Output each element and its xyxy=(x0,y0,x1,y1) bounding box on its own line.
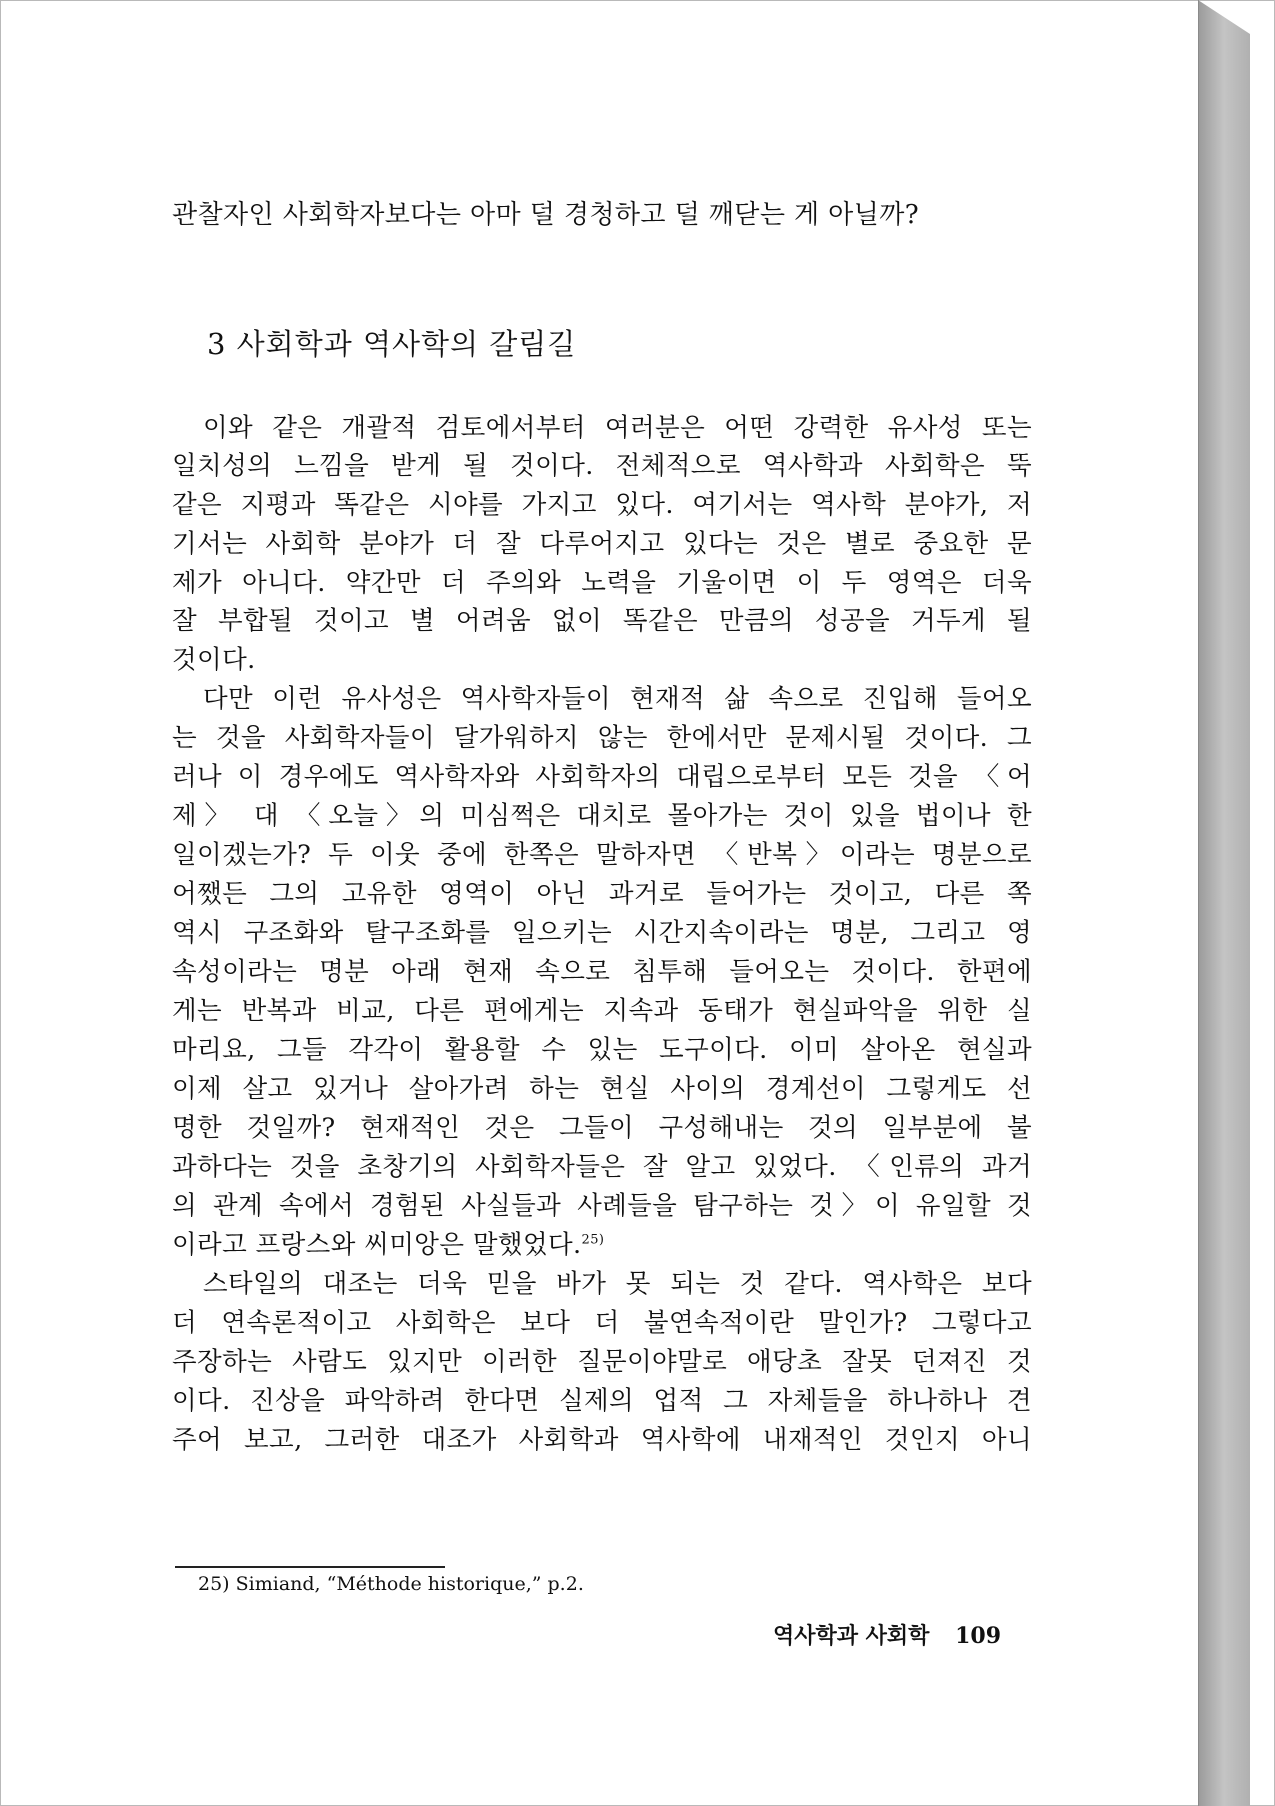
paragraph-line: 이제 살고 있거나 살아가려 하는 현실 사이의 경계선이 그렇게도 선 xyxy=(172,1074,1032,1104)
footnote-rule xyxy=(175,1566,445,1568)
paragraph-line: 이와 같은 개괄적 검토에서부터 여러분은 어떤 강력한 유사성 또는 xyxy=(203,413,1032,443)
paragraph-line: 어쨌든 그의 고유한 영역이 아닌 과거로 들어가는 것이고, 다른 쪽 xyxy=(172,879,1032,909)
paragraph-line: 는 것을 사회학자들이 달가워하지 않는 한에서만 문제시될 것이다. 그 xyxy=(172,723,1032,753)
footnote: 25) Simiand, “Méthode historique,” p.2. xyxy=(198,1573,584,1595)
paragraph-line: 잘 부합될 것이고 별 어려움 없이 똑같은 만큼의 성공을 거두게 될 xyxy=(172,606,1032,636)
paragraph-line: 스타일의 대조는 더욱 믿을 바가 못 되는 것 같다. 역사학은 보다 xyxy=(203,1269,1032,1299)
paragraph-line: 의 관계 속에서 경험된 사실들과 사례들을 탐구하는 것〉이 유일할 것 xyxy=(172,1191,1032,1221)
paragraph-line: 주장하는 사람도 있지만 이러한 질문이야말로 애당초 잘못 던져진 것 xyxy=(172,1347,1032,1377)
paragraph-line: 주어 보고, 그러한 대조가 사회학과 역사학에 내재적인 것인지 아니 xyxy=(172,1425,1032,1455)
book-edge xyxy=(1198,0,1250,1806)
paragraph-line: 명한 것일까? 현재적인 것은 그들이 구성해내는 것의 일부분에 불 xyxy=(172,1113,1032,1143)
running-title: 역사학과 사회학 xyxy=(773,1623,930,1649)
paragraph-line: 일이겠는가? 두 이웃 중에 한쪽은 말하자면 〈반복〉이라는 명분으로 xyxy=(172,840,1032,870)
page-number: 109 xyxy=(955,1623,1002,1649)
paragraph-line: 과하다는 것을 초창기의 사회학자들은 잘 알고 있었다. 〈인류의 과거 xyxy=(172,1152,1032,1182)
top-line: 관찰자인 사회학자보다는 아마 덜 경청하고 덜 깨닫는 게 아닐까? xyxy=(172,200,920,230)
paragraph-line: 더 연속론적이고 사회학은 보다 더 불연속적이란 말인가? 그렇다고 xyxy=(172,1308,1032,1338)
paragraph-line: 제〉 대 〈오늘〉의 미심쩍은 대치로 몰아가는 것이 있을 법이나 한 xyxy=(172,801,1032,831)
paragraph-line: 러나 이 경우에도 역사학자와 사회학자의 대립으로부터 모든 것을 〈어 xyxy=(172,762,1032,792)
paragraph-line: 이다. 진상을 파악하려 한다면 실제의 업적 그 자체들을 하나하나 견 xyxy=(172,1386,1032,1416)
paragraph-last-line xyxy=(172,1228,604,1262)
section-heading: 3 사회학과 역사학의 갈림길 xyxy=(207,327,577,361)
footnote-reference: 25) xyxy=(581,1232,605,1248)
paragraph-line: 속성이라는 명분 아래 현재 속으로 침투해 들어오는 것이다. 한편에 xyxy=(172,957,1032,987)
paragraph-line-text: 이라고 프랑스와 씨미앙은 말했었다. xyxy=(172,1230,582,1260)
paragraph-line: 게는 반복과 비교, 다른 편에게는 지속과 동태가 현실파악을 위한 실 xyxy=(172,996,1032,1026)
paragraph-line: 기서는 사회학 분야가 더 잘 다루어지고 있다는 것은 별로 중요한 문 xyxy=(172,529,1032,559)
paragraph-line: 일치성의 느낌을 받게 될 것이다. 전체적으로 역사학과 사회학은 뚝 xyxy=(172,451,1032,481)
paragraph-line: 제가 아니다. 약간만 더 주의와 노력을 기울이면 이 두 영역은 더욱 xyxy=(172,568,1032,598)
running-footer xyxy=(773,1621,1001,1651)
paragraph-line: 것이다. xyxy=(172,645,256,675)
paragraph-line: 역시 구조화와 탈구조화를 일으키는 시간지속이라는 명분, 그리고 영 xyxy=(172,918,1032,948)
paragraph-line: 마리요, 그들 각각이 활용할 수 있는 도구이다. 이미 살아온 현실과 xyxy=(172,1035,1032,1065)
paragraph-line: 같은 지평과 똑같은 시야를 가지고 있다. 여기서는 역사학 분야가, 저 xyxy=(172,490,1032,520)
paragraph-line: 다만 이런 유사성은 역사학자들이 현재적 삶 속으로 진입해 들어오 xyxy=(203,684,1032,714)
